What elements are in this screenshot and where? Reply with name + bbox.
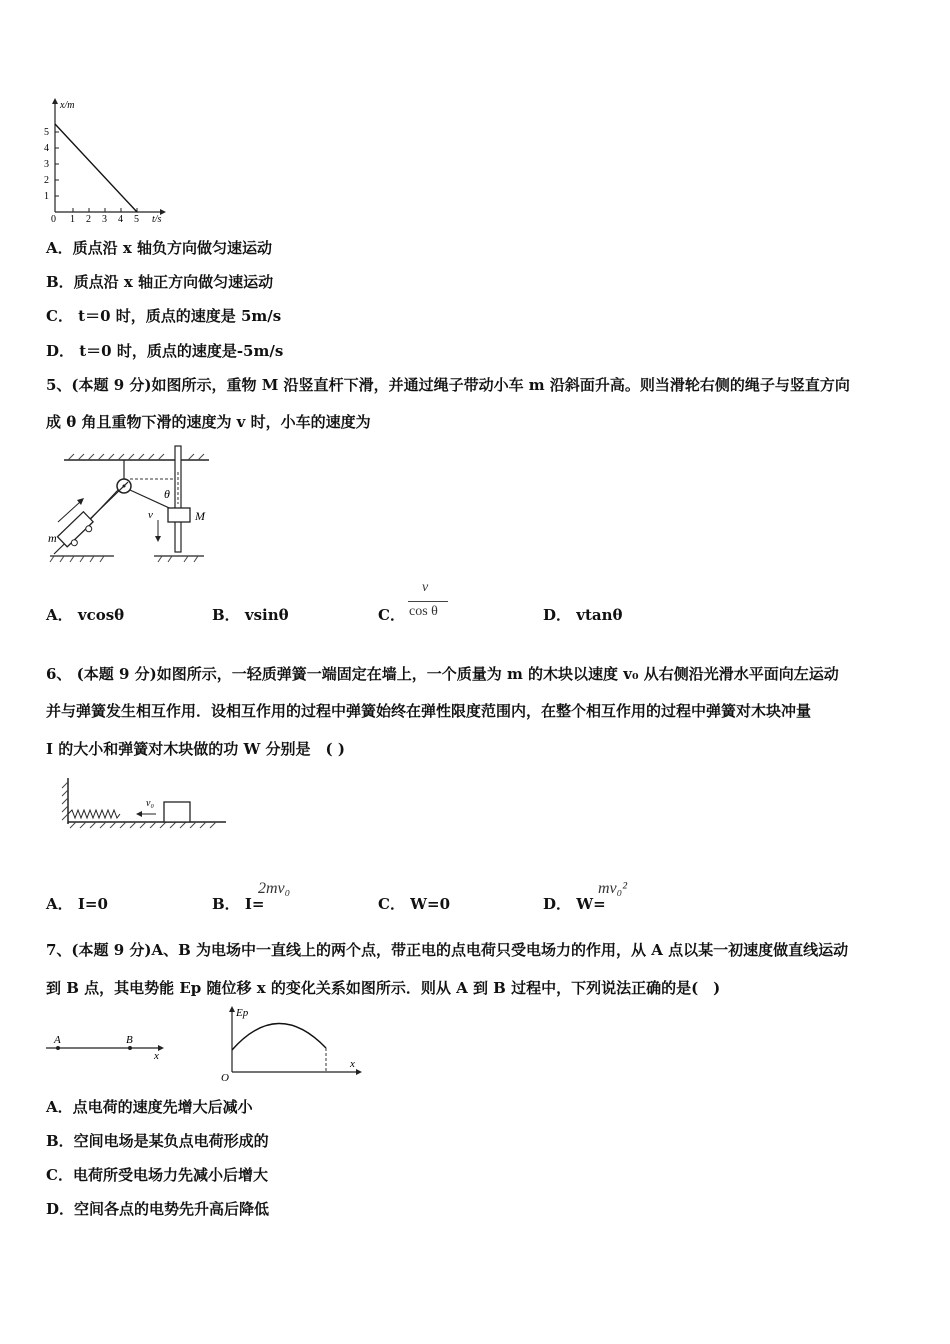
fraction-bar	[408, 601, 448, 602]
question-7-text-cont: 到 B 点，其电势能 Ep 随位移 x 的变化关系如图所示．则从 A 到 B 过程中，下列说法正确的是( )	[46, 979, 721, 997]
label-x-graph: x	[350, 1058, 355, 1070]
label-v: v	[148, 509, 153, 521]
question-6-text-cont: 并与弹簧发生相互作用．设相互作用的过程中弹簧始终在弹性限度范围内，在整个相互作用的过程中弹簧对木块冲量	[46, 702, 812, 720]
y-tick-label: 3	[44, 159, 49, 170]
expr-2mv0: 2mv₀	[258, 880, 291, 897]
option-d[interactable]: D． vtanθ	[543, 606, 623, 624]
option-a[interactable]: A． vcosθ	[46, 606, 125, 624]
point-A	[56, 1046, 60, 1050]
y-tick-label: 2	[44, 175, 49, 186]
label-O: O	[221, 1072, 229, 1082]
x-tick-label: 3	[102, 214, 107, 225]
y-tick-label: 4	[44, 143, 49, 154]
question-6-text: 6、 (本题 9 分)如图所示，一轻质弹簧一端固定在墙上，一个质量为 m 的木块以速度 v₀ 从右侧沿光滑水平面向左运动	[46, 665, 839, 683]
label-m: m	[48, 531, 57, 545]
expr-mv0-squared: mv₀²	[598, 880, 628, 897]
x-t-line	[55, 124, 137, 212]
option-b[interactable]: B．空间电场是某负点电荷形成的	[46, 1132, 269, 1150]
x-tick-label: 1	[70, 214, 75, 225]
question-5-text: 5、(本题 9 分)如图所示，重物 M 沿竖直杆下滑，并通过绳子带动小车 m 沿斜面升高。则当滑轮右侧的绳子与竖直方向	[46, 376, 850, 394]
ab-line-figure	[44, 1030, 174, 1062]
option-a[interactable]: A． I=0	[46, 895, 108, 913]
label-M: M	[195, 509, 205, 523]
option-c[interactable]: C． W=0	[378, 895, 451, 913]
option-d[interactable]: D．空间各点的电势先升高后降低	[46, 1200, 270, 1218]
label-A: A	[54, 1034, 61, 1046]
x-tick-label: 4	[118, 214, 123, 225]
fraction-numerator: v	[422, 580, 429, 595]
option-d[interactable]: D． W=	[543, 895, 606, 913]
option-d[interactable]: D． t＝0 时，质点的速度是-5m/s	[46, 342, 284, 360]
label-v0: v₀	[146, 798, 154, 809]
y-tick-label: 5	[44, 127, 49, 138]
option-a[interactable]: A．点电荷的速度先增大后减小	[46, 1098, 253, 1116]
x-axis-label: t/s	[152, 214, 162, 225]
option-b[interactable]: B． I=	[212, 895, 265, 913]
y-axis-label: x/m	[60, 100, 75, 111]
ep-curve	[232, 1023, 326, 1050]
option-a[interactable]: A．质点沿 x 轴负方向做匀速运动	[46, 239, 273, 257]
pulley-figure	[44, 442, 214, 564]
option-c[interactable]: C．	[378, 606, 405, 624]
spring-figure	[56, 774, 236, 834]
option-c[interactable]: C． t＝0 时，质点的速度是 5m/s	[46, 307, 282, 325]
question-6-text-cont2: I 的大小和弹簧对木块做的功 W 分别是 ( )	[46, 740, 345, 758]
option-b[interactable]: B． vsinθ	[212, 606, 289, 624]
y-tick-label: 1	[44, 191, 49, 202]
ep-x-graph	[218, 1004, 364, 1082]
point-B	[128, 1046, 132, 1050]
theta-label: θ	[164, 487, 170, 501]
question-7-text: 7、(本题 9 分)A、B 为电场中一直线上的两个点，带正电的点电荷只受电场力的作用，从 A 点以某一初速度做直线运动	[46, 941, 849, 959]
block-m	[164, 802, 190, 822]
label-B: B	[126, 1034, 133, 1046]
weight-M	[168, 508, 190, 522]
x-tick-label: 2	[86, 214, 91, 225]
label-Ep: Ep	[236, 1007, 249, 1019]
x-tick-label: 0	[51, 214, 56, 225]
option-c[interactable]: C．电荷所受电场力先减小后增大	[46, 1166, 268, 1184]
label-x-line: x	[154, 1050, 159, 1062]
fraction-denominator: cos θ	[409, 604, 438, 619]
x-tick-label: 5	[134, 214, 139, 225]
question-5-text-cont: 成 θ 角且重物下滑的速度为 v 时，小车的速度为	[46, 413, 371, 431]
x-t-graph	[40, 96, 170, 226]
spring-icon	[68, 810, 120, 818]
option-b[interactable]: B．质点沿 x 轴正方向做匀速运动	[46, 273, 274, 291]
